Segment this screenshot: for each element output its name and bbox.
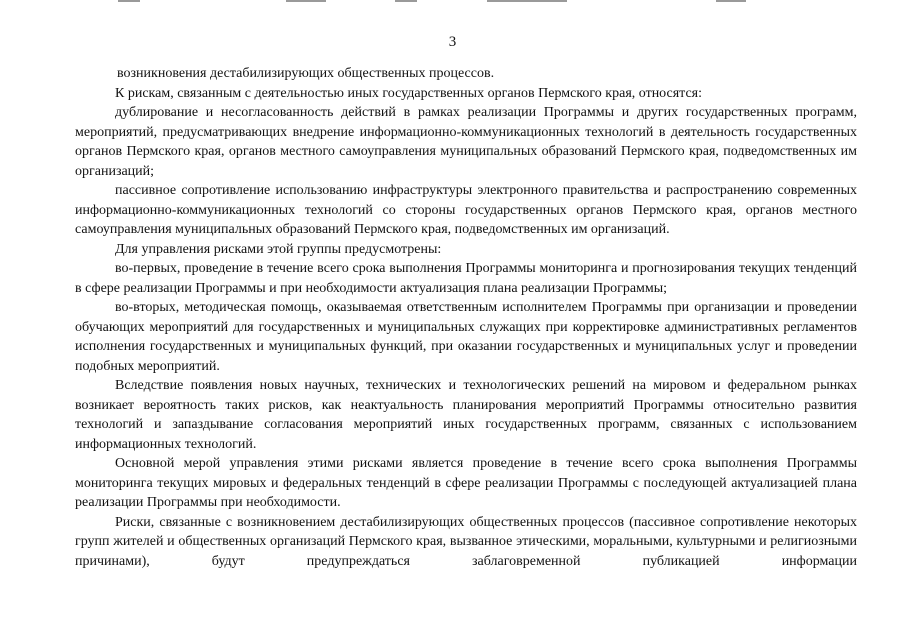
paragraph: во-вторых, методическая помощь, оказываемая ответственным исполнителем Программы при организации и проведении обучающих мероприятий для государственных и муниципальных служащих при корректировке административных регламентов исполнения государственных и муниципальных функций, при оказании государственных и муниципальных услуг и проведении подобных мероприятий. bbox=[75, 300, 857, 374]
paragraph: дублирование и несогласованность действий в рамках реализации Программы и других государственных программ, мероприятий, предусматривающих внедрение информационно-коммуникационных технологий в деятельность государственных органов Пермского края, органов местного самоуправления муниципальных образований Пермского края, подведомственных им организаций; bbox=[75, 105, 857, 179]
document-body bbox=[75, 64, 857, 571]
page-number: 3 bbox=[448, 34, 457, 50]
scan-mark bbox=[395, 0, 417, 2]
paragraph: пассивное сопротивление использованию инфраструктуры электронного правительства и распространению современных информационно-коммуникационных технологий со стороны государственных органов Пермского края, органов местного самоуправления муниципальных образований Пермского края, подведомственных им организаций. bbox=[75, 183, 857, 237]
scan-mark bbox=[716, 0, 746, 2]
scan-mark bbox=[487, 0, 567, 2]
paragraph: Риски, связанные с возникновением дестабилизирующих общественных процессов (пассивное сопротивление некоторых групп жителей и общественных организаций Пермского края, вызванное этическими, моральными, культурными и религиозными причинами), будут предупреждаться заблаговременной публикацией информации bbox=[75, 514, 857, 569]
scan-mark bbox=[286, 0, 326, 2]
paragraph: К рискам, связанным с деятельностью иных государственных органов Пермского края, относятся: bbox=[115, 85, 703, 101]
paragraph: во-первых, проведение в течение всего срока выполнения Программы мониторинга и прогнозирования текущих тенденций в сфере реализации Программы и при необходимости актуализация плана реализации Программы; bbox=[75, 261, 857, 296]
paragraph: Для управления рисками этой группы предусмотрены: bbox=[115, 241, 442, 257]
scan-mark bbox=[118, 0, 140, 2]
paragraph: Вследствие появления новых научных, технических и технологических решений на мировом и федеральном рынках возникает вероятность таких рисков, как неактуальность планирования мероприятий Программы относительно развития технологий и запаздывание согласования мероприятий иных государственных программ, связанных с использованием информационных технологий. bbox=[75, 378, 857, 452]
paragraph: Основной мерой управления этими рисками является проведение в течение всего срока выполнения Программы мониторинга текущих мировых и федеральных тенденций в сфере реализации Программы с последующей актуализацией плана реализации Программы при необходимости. bbox=[75, 456, 857, 510]
scan-edge-marks bbox=[0, 0, 905, 4]
paragraph: возникновения дестабилизирующих общественных процессов. bbox=[117, 66, 495, 81]
